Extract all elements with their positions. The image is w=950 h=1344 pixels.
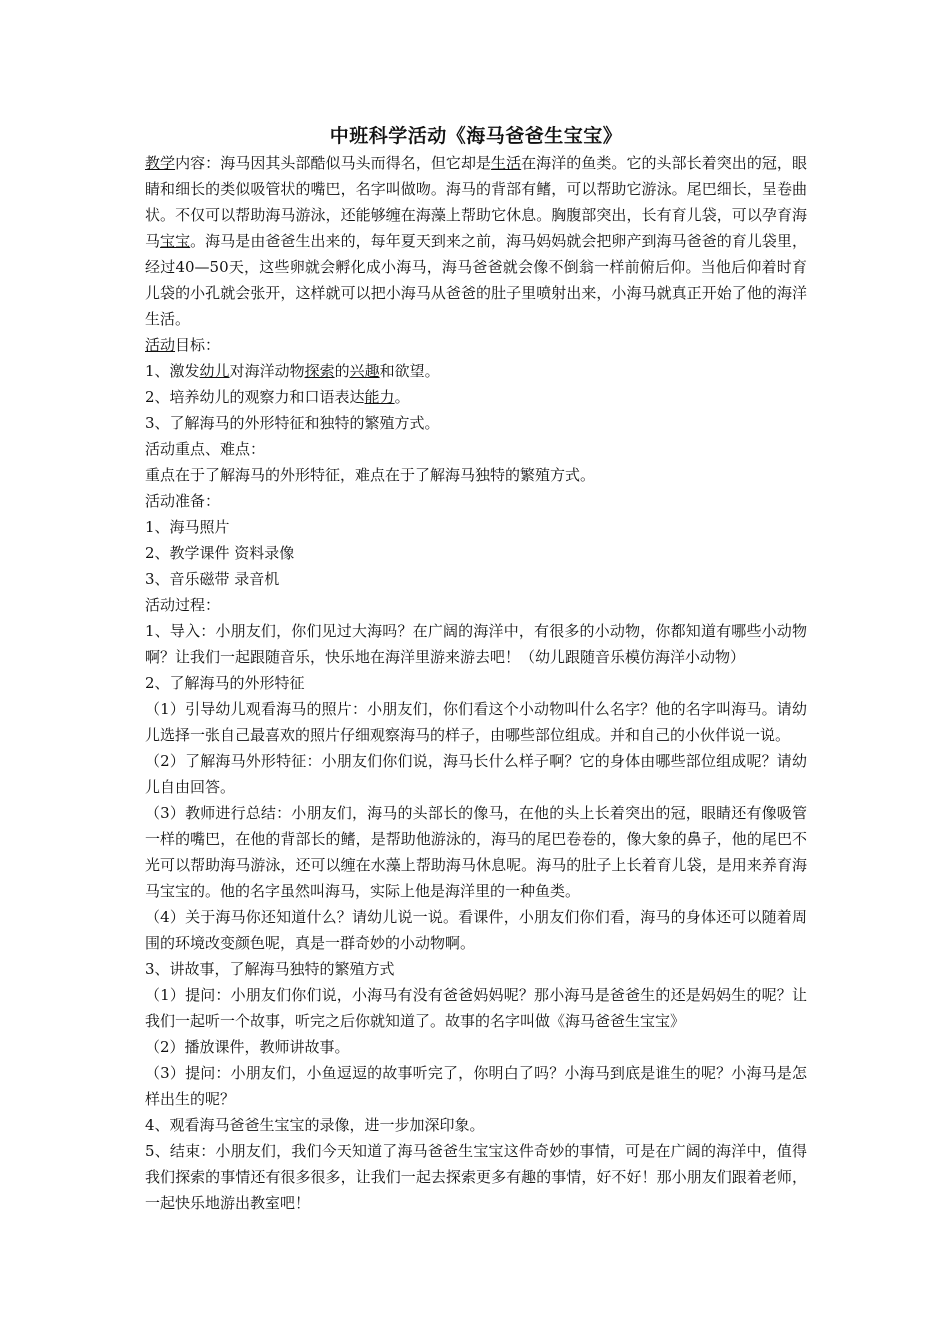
step-2-1: （1）引导幼儿观看海马的照片：小朋友们，你们看这个小动物叫什么名字？他的名字叫海马。请幼儿选择一张自己最喜欢的照片仔细观察海马的样子，由哪些部位组成。并和自己的小伙伴说一说。 [145, 700, 807, 744]
focus-text: 重点在于了解海马的外形特征，难点在于了解海马独特的繁殖方式。 [145, 466, 596, 484]
step-5: 5、结束：小朋友们，我们今天知道了海马爸爸生宝宝这件奇妙的事情，可是在广阔的海洋中，值得我们探索的事情还有很多很多，让我们一起去探索更多有趣的事情，好不好！那小朋友们跟着老师，一起快乐地游出教室吧！ [145, 1142, 807, 1212]
text-run: 和欲望。 [379, 362, 440, 380]
text-run: 1、激发 [145, 362, 200, 380]
underlined-word: 教学 [145, 154, 176, 172]
underlined-word: 能力 [364, 388, 395, 406]
step-4: 4、观看海马爸爸生宝宝的录像，进一步加深印象。 [145, 1116, 485, 1134]
goal-item-3: 3、了解海马的外形特征和独特的繁殖方式。 [145, 414, 440, 432]
process-heading: 活动过程： [145, 596, 221, 614]
step-2: 2、了解海马的外形特征 [145, 674, 305, 692]
prep-item-1: 1、海马照片 [145, 518, 230, 536]
goals-heading [145, 332, 807, 358]
prep-item-3: 3、音乐磁带 录音机 [145, 570, 280, 588]
text-run: 。海马是由爸爸生出来的，每年夏天到来之前，海马妈妈就会把卵产到海马爸爸的育儿袋里，经过40—50天，这些卵就会孵化成小海马，海马爸爸就会像不倒翁一样前俯后仰。当他后仰着时育儿袋的小孔就会张开，这样就可以把小海马从爸爸的肚子里喷射出来，小海马就真正开始了他的海洋生活。 [145, 232, 807, 328]
step-3-3: （3）提问：小朋友们，小鱼逗逗的故事听完了，你明白了吗？小海马到底是谁生的呢？小海马是怎样出生的呢？ [145, 1064, 807, 1108]
underlined-word: 幼儿 [199, 362, 230, 380]
goal-item-2 [145, 384, 807, 410]
step-3: 3、讲故事，了解海马独特的繁殖方式 [145, 960, 395, 978]
goal-item-1 [145, 358, 807, 384]
text-run: 目标： [175, 336, 221, 354]
step-2-3: （3）教师进行总结：小朋友们，海马的头部长的像马，在他的头上长着突出的冠，眼睛还有像吸管一样的嘴巴，在他的背部长的鳍，是帮助他游泳的，海马的尾巴卷卷的，像大象的鼻子，他的尾巴不光可以帮助海马游泳，还可以缠在水藻上帮助海马休息呢。海马的肚子上长着育儿袋，是用来养育海马宝宝的。他的名字虽然叫海马，实际上他是海洋里的一种鱼类。 [145, 804, 807, 900]
text-run: 的 [334, 362, 350, 380]
underlined-word: 宝宝 [160, 232, 191, 250]
underlined-word: 生活 [491, 154, 522, 172]
step-2-2: （2）了解海马外形特征：小朋友们你们说，海马长什么样子啊？它的身体由哪些部位组成呢？请幼儿自由回答。 [145, 752, 807, 796]
step-3-2: （2）播放课件，教师讲故事。 [145, 1038, 350, 1056]
step-1: 1、导入：小朋友们，你们见过大海吗？在广阔的海洋中，有很多的小动物，你都知道有哪些小动物啊？让我们一起跟随音乐，快乐地在海洋里游来游去吧！（幼儿跟随音乐模仿海洋小动物） [145, 622, 807, 666]
document-body [145, 150, 807, 1216]
prep-heading: 活动准备： [145, 492, 221, 510]
text-run: 在海洋的鱼类。它的头部长着突出的冠，眼睛和细长的类似吸管状的嘴巴，名字叫做吻。海马的背部有鳍，可以帮助它游泳。尾巴细长，呈卷曲状。不仅可以帮助海马游泳，还能够缠在海藻上帮助它休息。胸腹部突出，长有育儿袋，可以孕育海马 [145, 154, 807, 250]
underlined-word: 活动 [145, 336, 176, 354]
text-run: 对海洋动物 [229, 362, 305, 380]
prep-item-2: 2、教学课件 资料录像 [145, 544, 295, 562]
step-2-4: （4）关于海马你还知道什么？请幼儿说一说。看课件，小朋友们你们看，海马的身体还可以随着周围的环境改变颜色呢，真是一群奇妙的小动物啊。 [145, 908, 807, 952]
content-intro-paragraph [145, 150, 807, 332]
underlined-word: 兴趣 [349, 362, 380, 380]
document-title: 中班科学活动《海马爸爸生宝宝》 [329, 125, 623, 147]
underlined-word: 探索 [304, 362, 335, 380]
step-3-1: （1）提问：小朋友们你们说，小海马有没有爸爸妈妈呢？那小海马是爸爸生的还是妈妈生的呢？让我们一起听一个故事，听完之后你就知道了。故事的名字叫做《海马爸爸生宝宝》 [145, 986, 807, 1030]
text-run: 。 [394, 388, 410, 406]
text-run: 2、培养幼儿的观察力和口语表达 [145, 388, 365, 406]
text-run: 内容：海马因其头部酷似马头而得名，但它却是 [175, 154, 492, 172]
focus-heading: 活动重点、难点： [145, 440, 266, 458]
